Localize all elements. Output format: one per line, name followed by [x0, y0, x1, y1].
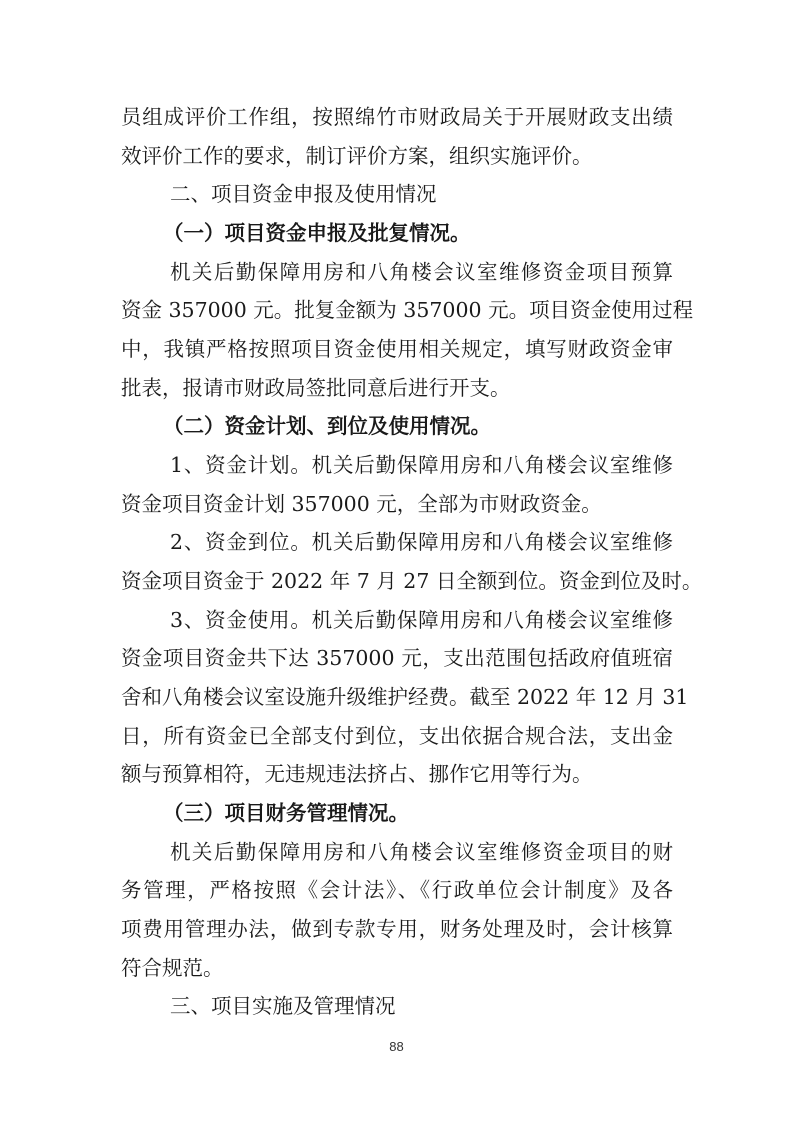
paragraph-line: 项费用管理办法，做到专款专用，财务处理及时，会计核算: [121, 917, 673, 941]
subsection-heading: （二）资金计划、到位及使用情况。: [163, 414, 491, 439]
section-heading: 二、项目资金申报及使用情况: [170, 182, 437, 207]
paragraph-line: 舍和八角楼会议室设施升级维护经费。截至 2022 年 12 月 31: [121, 685, 689, 709]
paragraph-line: 中，我镇严格按照项目资金使用相关规定，填写财政资金审: [121, 337, 673, 361]
paragraph-line: 机关后勤保障用房和八角楼会议室维修资金项目预算: [170, 259, 673, 284]
page-number: 88: [389, 1039, 404, 1054]
paragraph-line: 批表，报请市财政局签批同意后进行开支。: [121, 375, 511, 400]
subsection-heading: （三）项目财务管理情况。: [163, 801, 409, 825]
paragraph-line: 日，所有资金已全部支付到位，支出依据合规合法，支出金: [121, 723, 673, 748]
paragraph-line: 员组成评价工作组，按照绵竹市财政局关于开展财政支出绩: [121, 105, 673, 129]
paragraph-line: 务管理，严格按照《会计法》、《行政单位会计制度》及各: [121, 878, 673, 903]
paragraph-line: 3、资金使用。机关后勤保障用房和八角楼会议室维修: [170, 607, 673, 632]
paragraph-line: 2、资金到位。机关后勤保障用房和八角楼会议室维修: [170, 530, 673, 555]
paragraph-line: 额与预算相符，无违规违法挤占、挪作它用等行为。: [121, 762, 593, 787]
paragraph-line: 资金 357000 元。批复金额为 357000 元。项目资金使用过程: [121, 298, 694, 323]
paragraph-line: 1、资金计划。机关后勤保障用房和八角楼会议室维修: [170, 453, 673, 477]
section-heading: 三、项目实施及管理情况: [170, 994, 396, 1019]
subsection-heading: （一）项目资金申报及批复情况。: [163, 221, 471, 245]
paragraph-line: 效评价工作的要求，制订评价方案，组织实施评价。: [121, 143, 593, 168]
paragraph-line: 符合规范。: [121, 955, 224, 980]
paragraph-line: 资金项目资金共下达 357000 元，支出范围包括政府值班宿: [121, 646, 673, 671]
paragraph-line: 资金项目资金计划 357000 元，全部为市财政资金。: [121, 491, 602, 516]
paragraph-line: 机关后勤保障用房和八角楼会议室维修资金项目的财: [170, 839, 673, 864]
paragraph-line: 资金项目资金于 2022 年 7 月 27 日全额到位。资金到位及时。: [121, 569, 703, 593]
